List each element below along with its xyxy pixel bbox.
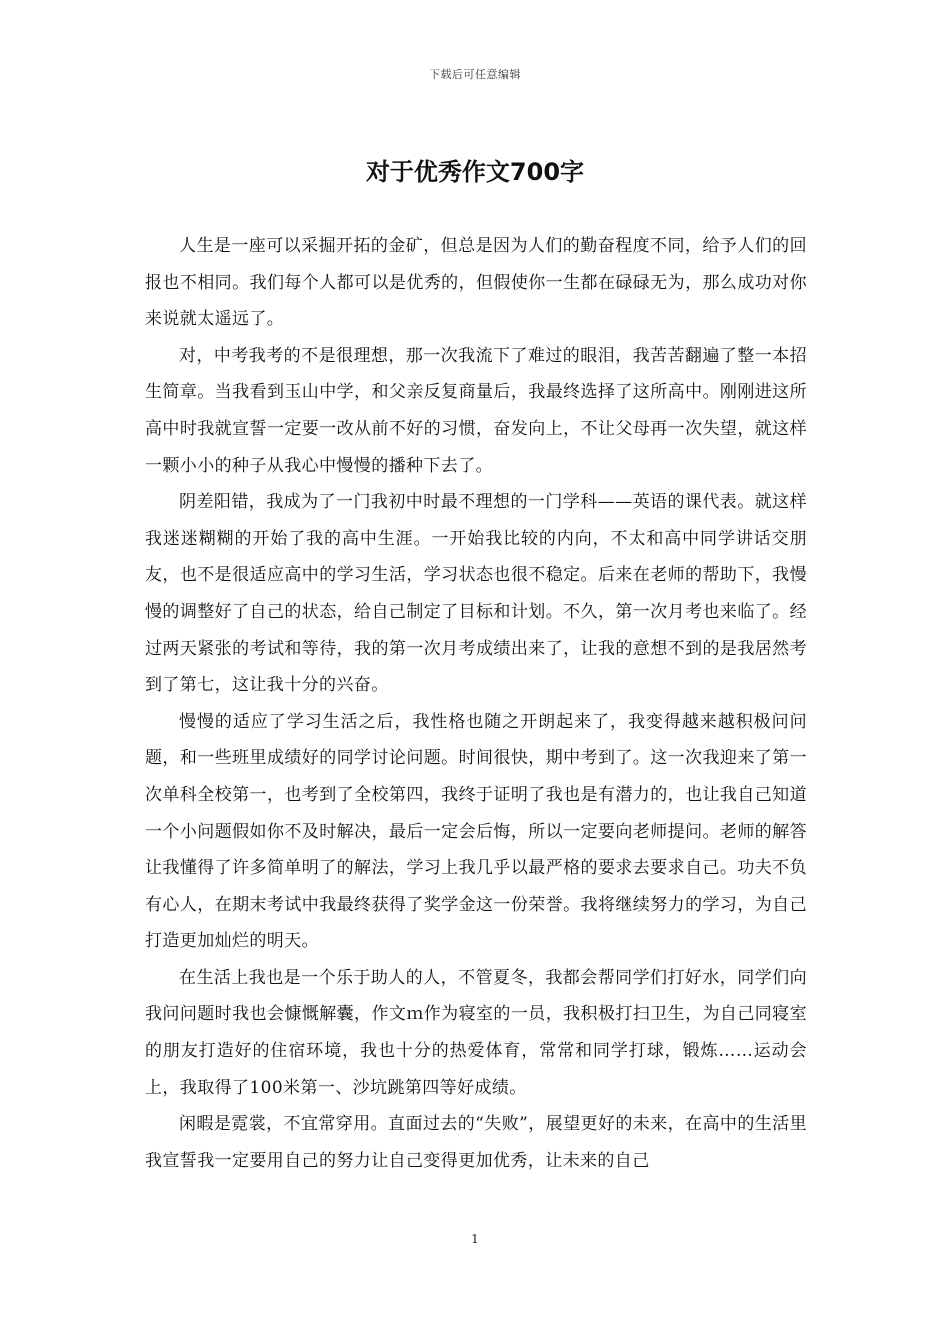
paragraph: 人生是一座可以采掘开拓的金矿，但总是因为人们的勤奋程度不同，给予人们的回报也不相同。我们每个人都可以是优秀的，但假使你一生都在碌碌无为，那么成功对你来说就太遥远了。: [145, 236, 807, 330]
paragraph: 阴差阳错，我成为了一门我初中时最不理想的一门学科——英语的课代表。就这样我迷迷糊糊的开始了我的高中生涯。一开始我比较的内向，不太和高中同学讲话交朋友，也不是很适应高中的学习生活，学习状态也很不稳定。后来在老师的帮助下，我慢慢的调整好了自己的状态，给自己制定了目标和计划。不久，第一次月考也来临了。经过两天紧张的考试和等待，我的第一次月考成绩出来了，让我的意想不到的是我居然考到了第七，这让我十分的兴奋。: [145, 492, 807, 696]
paragraph: 闲暇是霓裳，不宜常穿用。直面过去的“失败”，展望更好的未来，在高中的生活里我宣誓我一定要用自己的努力让自己变得更加优秀，让未来的自己: [145, 1114, 807, 1171]
page-number: 1: [471, 1232, 479, 1246]
document-body: [145, 228, 807, 1179]
paragraph: 在生活上我也是一个乐于助人的人，不管夏冬，我都会帮同学们打好水，同学们向我问问题时我也会慷慨解囊，作文ｍ作为寝室的一员，我积极打扫卫生，为自己同寝室的朋友打造好的住宿环境，我也十分的热爱体育，常常和同学打球，锻炼……运动会上，我取得了100米第一、沙坑跳第四等好成绩。: [145, 967, 807, 1098]
paragraph: 对，中考我考的不是很理想，那一次我流下了难过的眼泪，我苦苦翻遍了整一本招生简章。当我看到玉山中学，和父亲反复商量后，我最终选择了这所高中。刚刚进这所高中时我就宣誓一定要一改从前不好的习惯，奋发向上，不让父母再一次失望，就这样一颗小小的种子从我心中慢慢的播种下去了。: [145, 345, 807, 476]
document-title: 对于优秀作文700字: [365, 158, 585, 186]
header-note: 下载后可任意编辑: [429, 68, 521, 81]
paragraph: 慢慢的适应了学习生活之后，我性格也随之开朗起来了，我变得越来越积极问问题，和一些班里成绩好的同学讨论问题。时间很快，期中考到了。这一次我迎来了第一次单科全校第一，也考到了全校第四，我终于证明了我也是有潜力的，也让我自己知道一个小问题假如你不及时解决，最后一定会后悔，所以一定要向老师提问。老师的解答让我懂得了许多简单明了的解法，学习上我几乎以最严格的要求去要求自己。功夫不负有心人，在期末考试中我最终获得了奖学金这一份荣誉。我将继续努力的学习，为自己打造更加灿烂的明天。: [145, 711, 807, 952]
